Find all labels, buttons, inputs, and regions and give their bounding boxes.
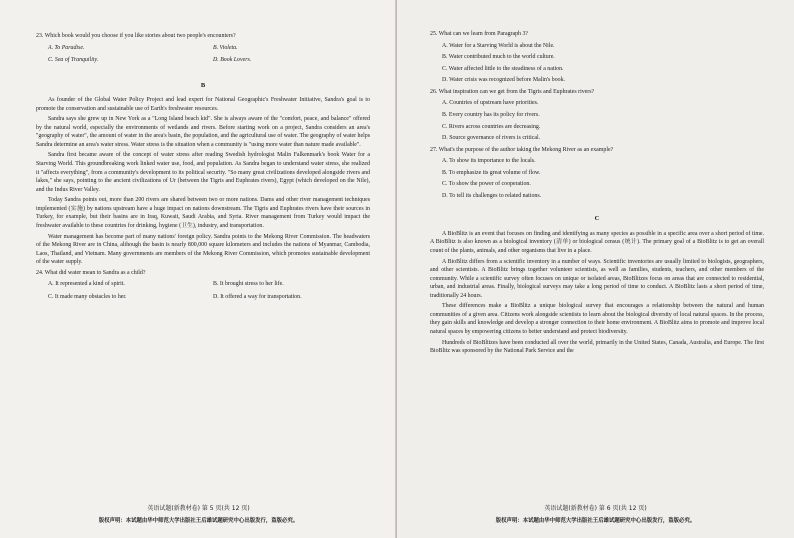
page-5-copyright: 版权声明：本试题由华中师范大学出版社王后雄试题研究中心出版发行，盗版必究。 bbox=[98, 518, 299, 524]
option-27d[interactable]: D. To tell its challenges to related nations. bbox=[442, 192, 542, 199]
question-24-options bbox=[48, 280, 370, 305]
option-27a[interactable]: A. To show its importance to the locals. bbox=[442, 158, 536, 165]
page-6-footer: 英语试题(新教材卷) 第 6 页(共 12 页) bbox=[544, 505, 647, 512]
option-25a[interactable]: A. Water for a Starving World is about the Nile. bbox=[442, 42, 555, 49]
question-27-stem: 27. What's the purpose of the author taking the Mekong River as an example? bbox=[430, 146, 614, 153]
option-25b[interactable]: B. Water contributed much to the world culture. bbox=[442, 54, 555, 61]
passage-b-paragraph-4: Today Sandra points out, more than 200 rivers are shared between two or more nations. Dams and other river management techniques implemented (实施) by nations upstream have a huge impact on nations downstream. The Tigris and Euphrates rivers have their sources in Turkey, for example, but their basins are in Iraq, Kuwait, Saudi Arabia, and Syria. River management from Turkey would impact the freshwater available to these countries for drinking, hygiene (卫生), industry, and transportation. bbox=[36, 197, 370, 229]
section-b-label: B bbox=[200, 81, 206, 89]
question-27-options bbox=[442, 157, 764, 200]
option-27c[interactable]: C. To show the power of cooperation. bbox=[442, 181, 531, 188]
option-27b[interactable]: B. To emphasize its great volume of flow. bbox=[442, 169, 541, 176]
page-6-copyright: 版权声明：本试题由华中师范大学出版社王后雄试题研究中心出版发行，盗版必究。 bbox=[495, 518, 696, 524]
option-25c[interactable]: C. Water affected little to the steadiness of a nation. bbox=[442, 65, 564, 72]
option-24d[interactable]: D. It offered a way for transportation. bbox=[213, 293, 302, 300]
passage-c-paragraph-4: Hundreds of BioBlitzes have been conducted all over the world, primarily in the United States, Canada, Australia, and Europe. The first BioBlitz was sponsored by the National Park Service and the bbox=[430, 339, 764, 355]
option-25d[interactable]: D. Water crisis was recognized before Malin's book. bbox=[442, 77, 565, 84]
question-25-stem: 25. What can we learn from Paragraph 3? bbox=[430, 31, 529, 37]
question-23-stem: 23. Which book would you choose if you like stories about two people's encounters? bbox=[36, 33, 236, 39]
option-26a[interactable]: A. Countries of upstream have priorities. bbox=[442, 100, 539, 107]
page-6 bbox=[397, 0, 794, 538]
option-26d[interactable]: D. Source governance of rivers is critical. bbox=[442, 135, 541, 142]
question-23-options bbox=[48, 44, 370, 69]
option-24c[interactable]: C. It made many obstacles to her. bbox=[48, 293, 127, 300]
passage-c-paragraph-3: These differences make a BioBlitz a unique biological survey that encourages a relationship between the natural and human communities of a given area. Citizens work alongside scientists to learn about the biological diversity of local natural spaces. In the process, they gain skills and knowledge and develop a stronger connection to their home environment. A BioBlitz aims to promote and improve local natural spaces by empowering citizens to better understand and protect biodiversity. bbox=[430, 303, 764, 336]
left-column bbox=[36, 32, 370, 307]
question-26-stem: 26. What inspiration can we get from the Tigris and Euphrates rivers? bbox=[430, 88, 595, 95]
option-23c[interactable]: C. Sea of Tranquility. bbox=[48, 57, 99, 64]
passage-c-paragraph-1: A BioBlitz is an event that focuses on finding and identifying as many species as possible in a specific area over a short period of time. A BioBlitz is also known as a biological inventory (清单) or biological census (统计). The primary goal of a BioBlitz is to get an overall count of the plants, animals, and other organisms that live in a place. bbox=[430, 230, 764, 254]
passage-b-paragraph-5: Water management has become part of many nations' foreign policy. Sandra points to the Mekong River Commission. The headwaters of the Mekong River are in China, although the basin is nearly 800,000 square kilometers and includes the nations of Myanmar, Cambodia, Laos, Thailand, and Vietnam. Many governments are members of the Mekong River Commission, which promotes sustainable development of the water supply. bbox=[36, 233, 370, 266]
question-26-options bbox=[442, 99, 764, 142]
option-23b[interactable]: B. Violeta. bbox=[213, 44, 238, 51]
passage-c-paragraph-2: A BioBlitz differs from a scientific inventory in a number of ways. Scientific inventories are usually limited to biologists, geographers, and other scientists. A BioBlitz brings together volunteer scientists, as well as families, students, teachers, and other members of the community. While a scientific survey often focuses on unique or isolated areas, BioBlitzes focus on areas that are connected to residential, urban, and industrial areas. Finally, biological surveys may take a long period of time to conduct. A BioBlitz lasts a short period of time, traditionally 24 hours. bbox=[430, 258, 764, 299]
option-26c[interactable]: C. Rivers across countries are decreasing. bbox=[442, 123, 541, 130]
passage-b-paragraph-3: Sandra first became aware of the concept of water stress after reading Swedish hydrologist Malin Falkenmark's book Water for a Starving World. This groundbreaking work linked water use, food, and population. As Sandra began to understand water stress, she realized it "affects everything", from a community's development to its political security. "So many great civilizations developed alongside rivers and lakes," she says, pointing to the ancient civilizations of Ur (between the Tigris and Euphrates rivers), Egypt (which developed on the Nile), and the Indus River Valley. bbox=[36, 152, 370, 193]
page-5-footer: 英语试题(新教材卷) 第 5 页(共 12 页) bbox=[147, 505, 250, 512]
option-23a[interactable]: A. To Paradise. bbox=[48, 44, 85, 51]
option-24b[interactable]: B. It brought stress to her life. bbox=[213, 281, 284, 288]
option-23d[interactable]: D. Book Lovers. bbox=[213, 57, 252, 64]
question-25-options bbox=[442, 42, 764, 85]
question-24-stem: 24. What did water mean to Sandra as a child? bbox=[36, 269, 146, 276]
option-26b[interactable]: B. Every country has its policy for rivers. bbox=[442, 111, 540, 118]
section-c-label: C bbox=[594, 215, 600, 223]
passage-b-paragraph-1: As founder of the Global Water Policy Project and lead expert for National Geographic's Freshwater Initiative, Sandra's goal is to promote the conservation and sustainable use of Earth's freshwater resources. bbox=[36, 97, 370, 112]
option-24a[interactable]: A. It represented a kind of spirit. bbox=[48, 281, 125, 288]
passage-b-paragraph-2: Sandra says she grew up in New York as a "Long Island beach kid". She is always aware of the "comfort, peace, and balance" offered by the natural world, especially the environments of wetlands and rivers. Before starting work on a project, Sandra considers an area's "geography of water", the amount of water in the area's basin, the population, and the agricultural use of water. The geography of water helps Sandra determine an area's water stress. Water stress is the situation when a community is "using more water than nature made available". bbox=[36, 116, 370, 148]
right-column bbox=[430, 30, 764, 358]
